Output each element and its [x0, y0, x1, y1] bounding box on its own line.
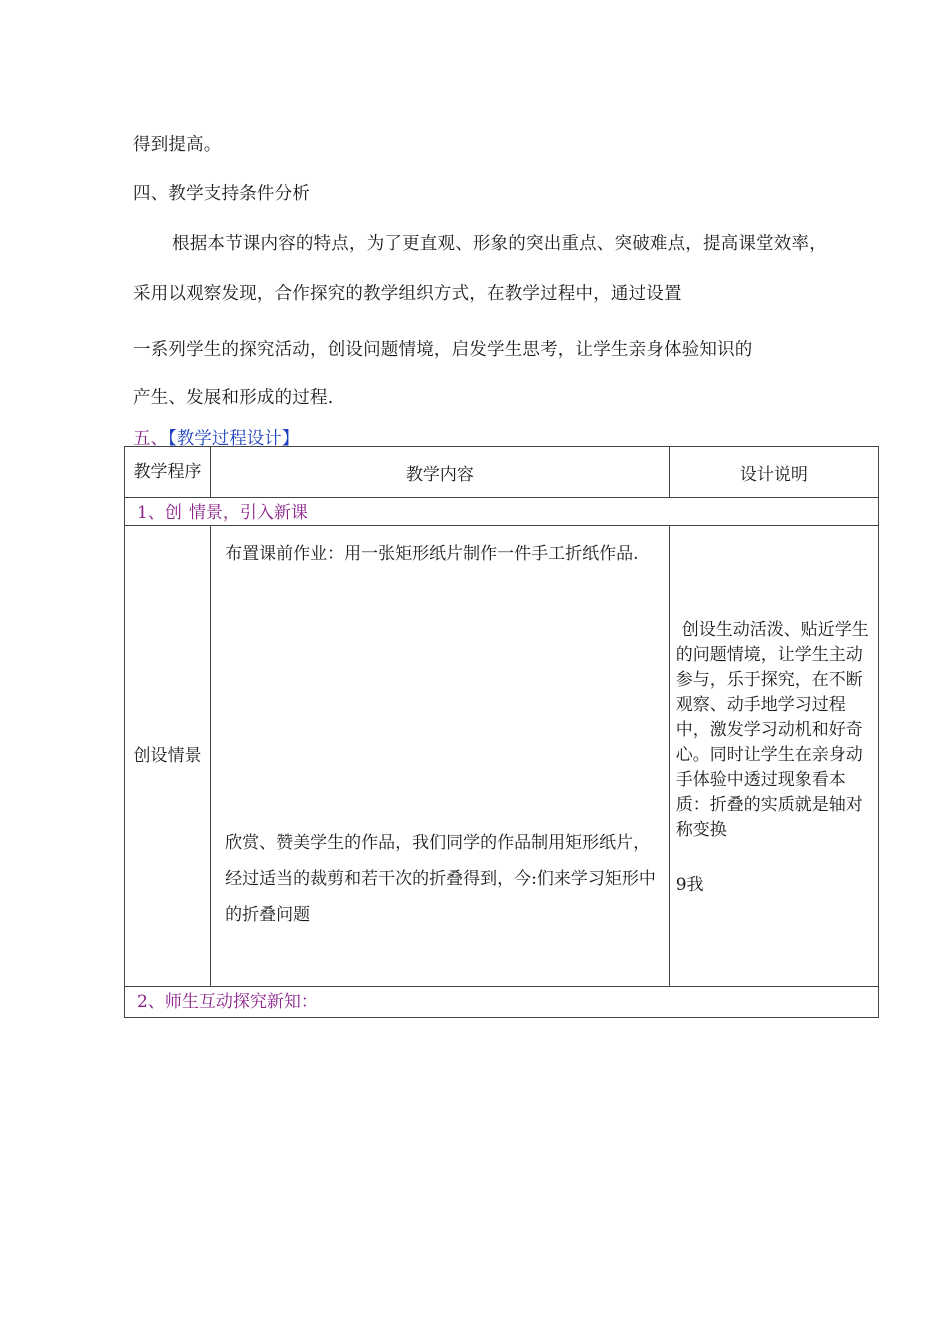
notes-cell	[669, 526, 878, 987]
design-note: 创设生动活泼、贴近学生的问题情境，让学生主动参与，乐于探究，在不断观察、动手地学习过程中，激发学习动机和好奇心。同时让学生在亲身动手体验中透过现象看本质：折叠的实质就是轴对称变换	[675, 620, 869, 840]
section-row	[125, 498, 879, 526]
section-cell	[125, 987, 879, 1018]
section-label: 1、创	[137, 503, 182, 523]
content-cell	[211, 526, 670, 987]
header-cell-procedure: 教学程序	[125, 447, 211, 498]
teaching-process-table	[124, 446, 879, 1018]
table-row	[125, 526, 879, 987]
paragraph-line: 产生、发展和形成的过程.	[133, 388, 334, 408]
heading-number: 五、	[133, 429, 168, 449]
text-line: 得到提高。	[133, 135, 222, 155]
table-header-row	[125, 447, 879, 498]
section-cell	[125, 498, 879, 526]
content-paragraph: 布置课前作业：用一张矩形纸片制作一件手工折纸作品.	[225, 544, 639, 564]
section-row	[125, 987, 879, 1018]
paragraph-line: 一系列学生的探究活动，创设问题情境，启发学生思考，让学生亲身体验知识的	[133, 340, 753, 360]
content-paragraph: 欣赏、赞美学生的作品，我们同学的作品制用矩形纸片，经过适当的裁剪和若干次的折叠得到，今:们来学习矩形中的折叠问题	[225, 833, 656, 925]
section-heading-4: 四、教学支持条件分析	[133, 184, 310, 204]
note-fragment: 9我	[675, 875, 704, 895]
heading-title: 【教学过程设计】	[168, 429, 300, 449]
section-label: 2、师生互动探究新知：	[137, 992, 318, 1012]
stage-name-cell: 创设情景	[125, 526, 211, 987]
section-title: 情景，引入新课	[188, 503, 308, 523]
header-cell-notes: 设计说明	[669, 447, 878, 498]
paragraph-line: 根据本节课内容的特点，为了更直观、形象的突出重点、突破难点，提高课堂效率，	[172, 234, 827, 254]
paragraph-line: 采用以观察发现，合作探究的教学组织方式，在教学过程中，通过设置	[133, 284, 682, 304]
header-cell-content: 教学内容	[211, 447, 670, 498]
